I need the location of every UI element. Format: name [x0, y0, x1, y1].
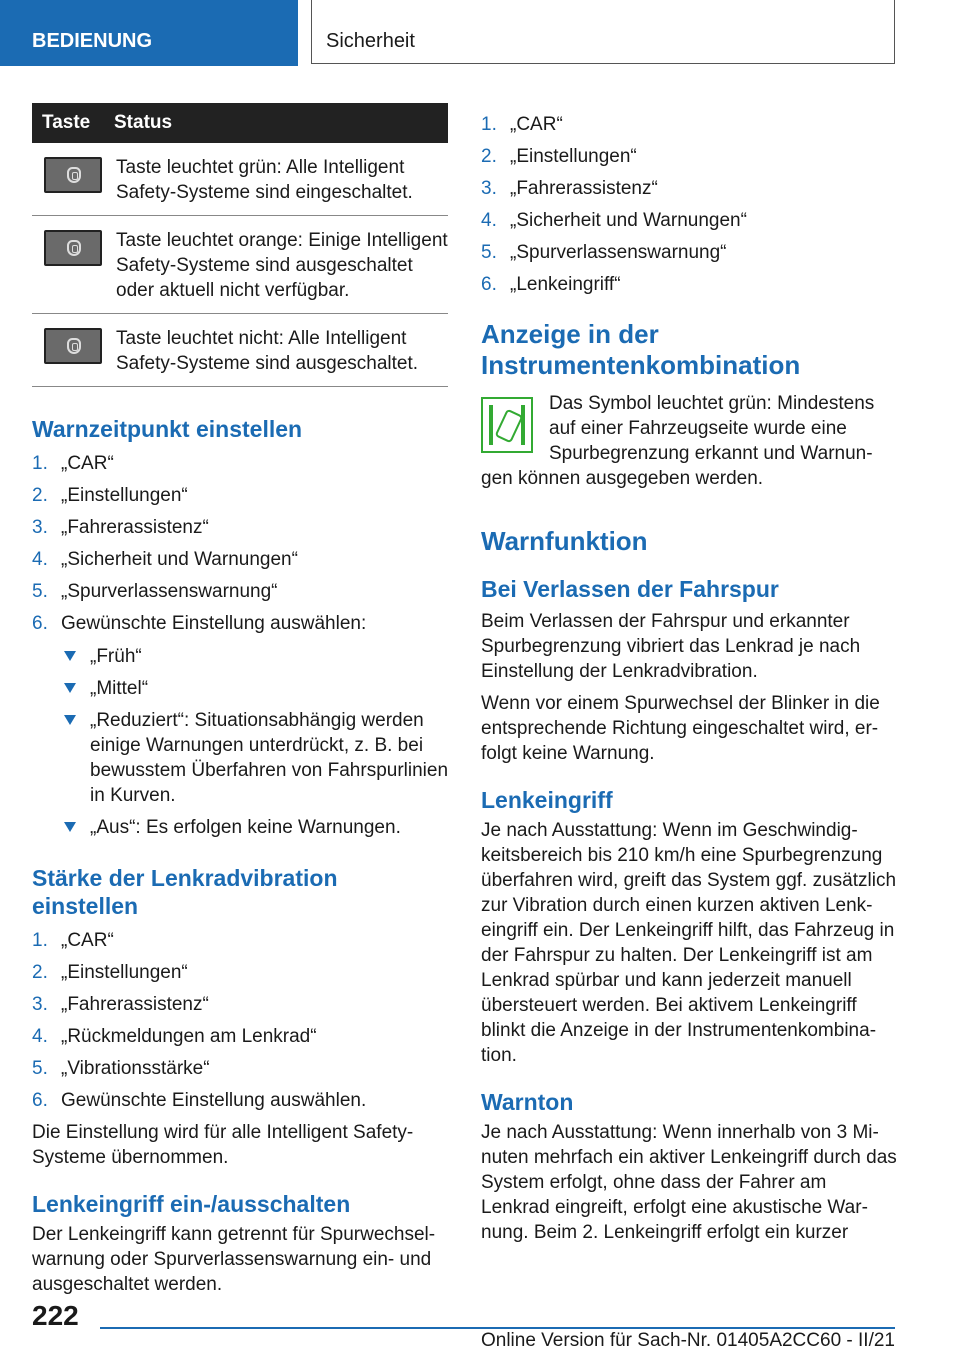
triangle-bullet-icon: [64, 683, 76, 693]
list-item: [481, 176, 897, 201]
table-cell-icon: [32, 216, 102, 314]
intelligent-safety-button-icon: [44, 230, 102, 266]
option-text: „Mittel“: [90, 678, 149, 699]
option-text: „Früh“: [90, 646, 142, 667]
chapter-title: Sicherheit: [311, 0, 895, 64]
paragraph-note: Die Einstellung wird für alle Intelligent Safety-Systeme übernommen.: [32, 1122, 414, 1168]
table-row: [32, 143, 448, 216]
step-number: 6.: [32, 613, 48, 634]
paragraph-verlassen-2: Wenn vor einem Spurwechsel der Blinker in die entsprechende Richtung eingeschaltet wird, erfolgt keine Warnung.: [481, 693, 880, 764]
step-number: 5.: [32, 581, 48, 602]
list-item: [32, 1088, 448, 1113]
step-text: „Lenkeingriff“: [510, 274, 621, 295]
table-cell-status: Taste leuchtet orange: Einige Intelligent Safety-Systeme sind ausgeschaltet oder aktuell nicht verfügbar.: [102, 216, 448, 314]
section-heading-lenkeingriff-toggle: Lenkeingriff ein-/ausschalten: [32, 1191, 351, 1217]
option-text: „Reduziert“: Situationsabhängig werden einige Warnungen unterdrückt, z. B. bei bewusstem Überfahren von Fahrspurlinien in Kurven.: [90, 710, 449, 806]
step-number: 2.: [481, 146, 497, 167]
step-text: „Rückmeldungen am Lenkrad“: [61, 1026, 317, 1047]
table-row: [32, 216, 448, 314]
step-text: „Sicherheit und Warnungen“: [510, 210, 747, 231]
step-number: 4.: [32, 549, 48, 570]
lane-departure-indicator-icon: [481, 397, 533, 453]
paragraph-anzeige: Das Symbol leuchtet grün: Mindestens auf einer Fahrzeugseite wurde eine Spurbegrenzung erkannt und Warnungen können ausgegeben werden.: [481, 393, 875, 489]
list-item: [32, 1024, 448, 1049]
step-number: 3.: [32, 517, 48, 538]
step-text: „Spurverlassenswarnung“: [510, 242, 727, 263]
step-number: 2.: [32, 485, 48, 506]
list-item: [481, 144, 897, 169]
step-text: „Einstellungen“: [61, 962, 188, 983]
option-item: [61, 676, 448, 701]
step-text: „Vibrationsstärke“: [61, 1058, 210, 1079]
option-text: „Aus“: Es erfolgen keine Warnungen.: [90, 817, 401, 838]
step-number: 5.: [481, 242, 497, 263]
step-number: 1.: [32, 453, 48, 474]
step-text: „Fahrerassistenz“: [61, 517, 209, 538]
step-text: „Einstellungen“: [510, 146, 637, 167]
column-header-key: Taste: [32, 103, 102, 143]
section-heading-warnfunktion: Warnfunktion: [481, 526, 648, 556]
step-text: „Spurverlassenswarnung“: [61, 581, 278, 602]
list-item: [481, 208, 897, 233]
list-item: [32, 547, 448, 572]
section-heading-lenkradvibration: Stärke der Lenkradvibration einstellen: [32, 865, 338, 919]
step-number: 1.: [32, 930, 48, 951]
option-item: [61, 644, 448, 669]
triangle-bullet-icon: [64, 715, 76, 725]
list-item: [32, 515, 448, 540]
intelligent-safety-button-icon: [44, 157, 102, 193]
page-number: 222: [32, 1300, 79, 1331]
steps-list-lenkeingriff: [481, 112, 897, 297]
step-text: „CAR“: [510, 114, 563, 135]
table-cell-icon: [32, 314, 102, 387]
step-number: 6.: [32, 1090, 48, 1111]
footer-text: Online Version für Sach-Nr. 01405A2CC60 - II/21: [480, 1330, 895, 1351]
steps-list-lenkradvibration: [32, 928, 448, 1113]
paragraph-lenkeingriff-toggle: Der Lenkeingriff kann getrennt für Spurwechselwarnung oder Spurverlassenswarnung ein- und ausgeschaltet werden.: [32, 1224, 436, 1295]
step-number: 5.: [32, 1058, 48, 1079]
step-number: 3.: [481, 178, 497, 199]
table-cell-status: Taste leuchtet nicht: Alle Intelligent Safety-Systeme sind ausgeschaltet.: [102, 314, 448, 387]
subheading-warnton: Warnton: [481, 1089, 574, 1115]
step-number: 1.: [481, 114, 497, 135]
left-column: [32, 103, 448, 1304]
section-tab: BEDIENUNG: [0, 0, 298, 66]
option-list: [61, 644, 448, 840]
list-item: [32, 992, 448, 1017]
step-number: 4.: [481, 210, 497, 231]
step-number: 6.: [481, 274, 497, 295]
triangle-bullet-icon: [64, 822, 76, 832]
steps-list-warnzeitpunkt: [32, 451, 448, 840]
paragraph-lenkeingriff: Je nach Ausstattung: Wenn im Geschwindigkeitsbereich bis 210 km/h eine Spurbegrenzung überfahren wird, greift das System ggf. zusätzlich zur Vibration durch einen kurzen aktiven Lenkeingriff ein. Der Lenkeingriff hilft, das Fahrzeug in der Fahrspur zu halten. Der Lenkeingriff ist am Lenkrad spürbar und kann jederzeit manuell übersteuert werden. Bei aktivem Lenkeingriff blinkt die Anzeige in der Instrumentenkombination.: [481, 820, 897, 1066]
list-item: [32, 960, 448, 985]
column-header-status: Status: [102, 103, 448, 143]
list-item: [32, 483, 448, 508]
list-item: [481, 240, 897, 265]
table-cell-icon: [32, 143, 102, 216]
anzeige-block: [481, 391, 897, 498]
option-item: [61, 815, 448, 840]
list-item: [481, 272, 897, 297]
step-text: „Fahrerassistenz“: [61, 994, 209, 1015]
section-heading-warnzeitpunkt: Warnzeitpunkt einstellen: [32, 416, 303, 442]
step-number: 3.: [32, 994, 48, 1015]
triangle-bullet-icon: [64, 651, 76, 661]
table-header-row: [32, 103, 448, 143]
step-text: „CAR“: [61, 930, 114, 951]
subheading-verlassen: Bei Verlassen der Fahrspur: [481, 576, 779, 602]
step-text: Gewünschte Einstellung auswählen:: [61, 613, 367, 634]
step-text: „CAR“: [61, 453, 114, 474]
list-item: [32, 1056, 448, 1081]
step-text: „Einstellungen“: [61, 485, 188, 506]
step-number: 4.: [32, 1026, 48, 1047]
step-text: „Sicherheit und Warnungen“: [61, 549, 298, 570]
footer-divider: [100, 1327, 895, 1329]
paragraph-warnton: Je nach Ausstattung: Wenn innerhalb von 3 Minuten mehrfach ein aktiver Lenkeingriff durch das System erfolgt, ohne dass der Fahrer am Lenkrad eingreift, erfolgt eine akustische Warnung. Beim 2. Lenkeingriff erfolgt ein kurzer: [481, 1122, 897, 1243]
step-text: Gewünschte Einstellung auswählen.: [61, 1090, 367, 1111]
page-header: [0, 0, 960, 66]
list-item: [481, 112, 897, 137]
paragraph-verlassen-1: Beim Verlassen der Fahrspur und erkannter Spurbegrenzung vibriert das Lenkrad je nach Einstellung der Lenkradvibration.: [481, 611, 861, 682]
right-column: [481, 103, 897, 1252]
list-item: [32, 451, 448, 476]
list-item: [32, 928, 448, 953]
subheading-lenkeingriff: Lenkeingriff: [481, 787, 613, 813]
status-table: [32, 103, 448, 387]
section-heading-anzeige: Anzeige in der Instrumentenkombination: [481, 319, 801, 380]
option-item: [61, 708, 448, 808]
step-number: 2.: [32, 962, 48, 983]
list-item: [32, 611, 448, 840]
table-row: [32, 314, 448, 387]
table-cell-status: Taste leuchtet grün: Alle Intelligent Safety-Systeme sind eingeschaltet.: [102, 143, 448, 216]
step-text: „Fahrerassistenz“: [510, 178, 658, 199]
list-item: [32, 579, 448, 604]
intelligent-safety-button-icon: [44, 328, 102, 364]
